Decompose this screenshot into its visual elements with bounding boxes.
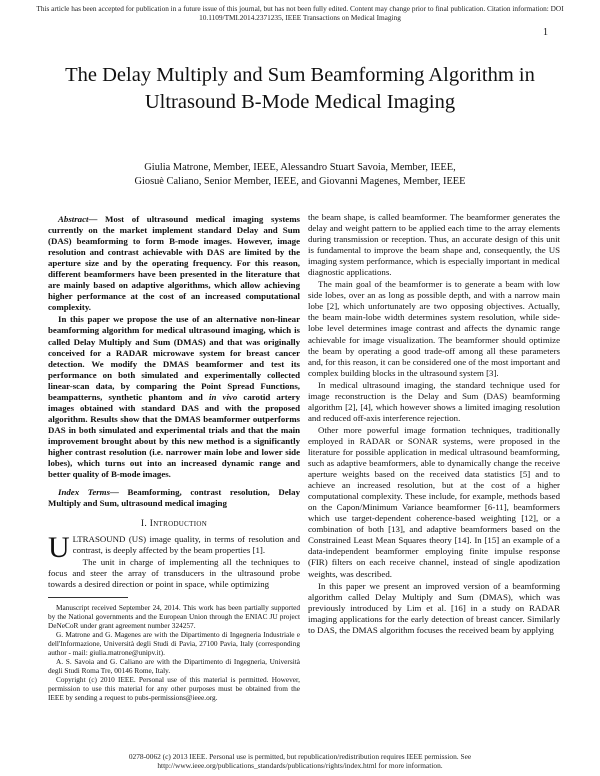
right-column — [308, 212, 560, 637]
footnotes — [48, 603, 300, 703]
body-paragraph-3: In medical ultrasound imaging, the standard technique used for image reconstruction is the Delay and Sum (DAS) beamforming algorithm [2], [4], which however shows a limited imaging resolution and reduced off-axis interference rejection. — [308, 379, 560, 423]
author-line-2: Giosuè Caliano, Senior Member, IEEE, and Giovanni Magenes, Member, IEEE — [134, 175, 466, 187]
abstract-paragraph-2 — [48, 314, 300, 480]
copyright-footer: 0278-0062 (c) 2013 IEEE. Personal use is permitted, but republication/redistribution requires IEEE permission. See http://www.ieee.org/publications_standards/publications/rights/index.html for more information. — [128, 752, 472, 771]
intro-paragraph-1 — [48, 531, 300, 565]
body-paragraph-1: the beam shape, is called beamformer. The beamformer generates the delay and weight pattern to be applied each time to the array elements during transmission or reception. Thus, an accurate design of this unit is fundamental to improve the beam shape and, consequently, the US imaging system performance, which is especially important in medical diagnostic applications. — [308, 212, 560, 278]
body-paragraph-5: In this paper we present an improved version of a beamforming algorithm called Delay Multiply and Sum (DMAS), which was previously introduced by Lim et al. [16] in a study on RADAR imaging applications for the early detection of breast cancer. Similarly to DAS, the DMAS algorithm focuses the received beam by applying — [308, 580, 560, 635]
index-terms — [48, 487, 300, 509]
abstract-paragraph-1 — [48, 214, 300, 313]
footnote-divider — [48, 597, 128, 598]
footnote-copyright: Copyright (c) 2010 IEEE. Personal use of this material is permitted. However, permission to use this material for any other purposes must be obtained from the IEEE by sending a request to pubs-permissions@ieee.org. — [48, 675, 300, 703]
abstract-italic-term: in vivo — [208, 391, 238, 402]
index-terms-text: — Beamforming, contrast resolution, Delay Multiply and Sum, ultrasound medical imaging — [48, 487, 300, 509]
page-number: 1 — [543, 27, 548, 38]
intro-text-1: LTRASOUND (US) image quality, in terms of resolution and contrast, is deeply affected by the beam properties [1]. — [72, 534, 300, 556]
footnote-affiliation-1: G. Matrone and G. Magenes are with the Dipartimento di Ingegneria Industriale e dell'Informazione, Università degli Studi di Pavia, 27100 Pavia, Italy (corresponding author - mail: giulia.matrone@unipv.it). — [48, 629, 300, 657]
index-terms-label: Index Terms — [58, 487, 111, 498]
footnote-manuscript: Manuscript received September 24, 2014. This work has been partially supported by the National governments and the European Union through the ENIAC JU project DeNeCoR under grant agreement number 324257. — [48, 602, 300, 630]
abstract-label: Abstract — [58, 214, 89, 224]
body-paragraph-4: Other more powerful image formation techniques, traditionally employed in RADAR or SONAR systems, were proposed in the literature for possible application in medical ultrasound beamforming, such as adaptive beamformers, able to dynamically change the receive aperture weights based on the received data statistics [5] and to achieve an increased resolution, but at the cost of a higher computational complexity. These include, for example, methods based on the Capon/Minimum Variance beamformer [6-11], beamformers which use target-dependent coherence-based weighting [12], or a combination of both [13], and adaptive beamformers based on the Constrained Least Mean Squares theory [14]. In [15] an example of a data-independent beamformer employing finite impulse response (FIR) filters on each receive channel, instead of single apodization weights, was described. — [308, 424, 560, 579]
drop-cap: U — [48, 531, 70, 565]
intro-paragraph-2: The unit in charge of implementing all the techniques to focus and steer the array of transducers in the ultrasound probe towards a desired direction or point in space, while optimizing — [48, 557, 300, 590]
publication-notice: This article has been accepted for publication in a future issue of this journal, but has not been fully edited. Content may change prior to final publication. Citation information: DOI 10.1109/TMI.2014.2371235, IEEE Transactions on Medical Imaging — [36, 4, 564, 22]
left-column — [48, 214, 300, 703]
abstract-text-2a: In this paper we propose the use of an alternative non-linear beamforming algorithm for medical ultrasound imaging, which is called Delay Multiply and Sum (DMAS) and that was originally conceived for a RADAR microwave system for breast cancer detection. We modify the DMAS beamformer and test its performance on both simulated and experimentally collected linear-scan data, by comparing the Point Spread Functions, beampatterns, synthetic phantom and — [48, 314, 300, 402]
abstract-text-2b: carotid artery images obtained with standard DAS and with the proposed algorithm. Results show that the DMAS beamformer outperforms DAS in both simulated and experimental trials and that the main improvement brought about by this new method is a significantly higher contrast resolution (i.e. narrower main lobe and lower side lobes), which turns out into an increased dynamic range and better quality of B-mode images. — [48, 391, 300, 480]
author-line-1: Giulia Matrone, Member, IEEE, Alessandro Stuart Savoia, Member, IEEE, — [144, 162, 456, 173]
author-list — [80, 161, 520, 188]
abstract-text-1: — Most of ultrasound medical imaging systems currently on the market implement standard Delay and Sum (DAS) beamforming to form B-mode images. However, image resolution and contrast achievable with DAS are limited by the aperture size and by the operating frequency. For this reason, different beamformers have been presented in the literature that are mainly based on adaptive algorithms, which allow achieving higher performance at the cost of an increased computational complexity. — [48, 214, 300, 313]
paper-title: The Delay Multiply and Sum Beamforming Algorithm in Ultrasound B-Mode Medical Imaging — [65, 64, 535, 113]
section-heading-introduction: I. Introduction — [140, 519, 208, 530]
body-paragraph-2: The main goal of the beamformer is to generate a beam with low side lobes, over an as long as possible depth, and with a narrow main lobe [2], which unfortunately are two opposing objectives. Actually, the beam main-lobe width determines system resolution, while side-lobe level determines image contrast and affects the dynamic range achievable for image visualization. The beamformer should optimize the beam by operating a good trade-off among all these parameters and, for this reason, it can be considered one of the most important and complex building blocks in the ultrasound system [3]. — [308, 279, 560, 378]
footnote-affiliation-2: A. S. Savoia and G. Caliano are with the Dipartimento di Ingegneria, Università degli Studi Roma Tre, 00146 Rome, Italy. — [48, 657, 300, 676]
